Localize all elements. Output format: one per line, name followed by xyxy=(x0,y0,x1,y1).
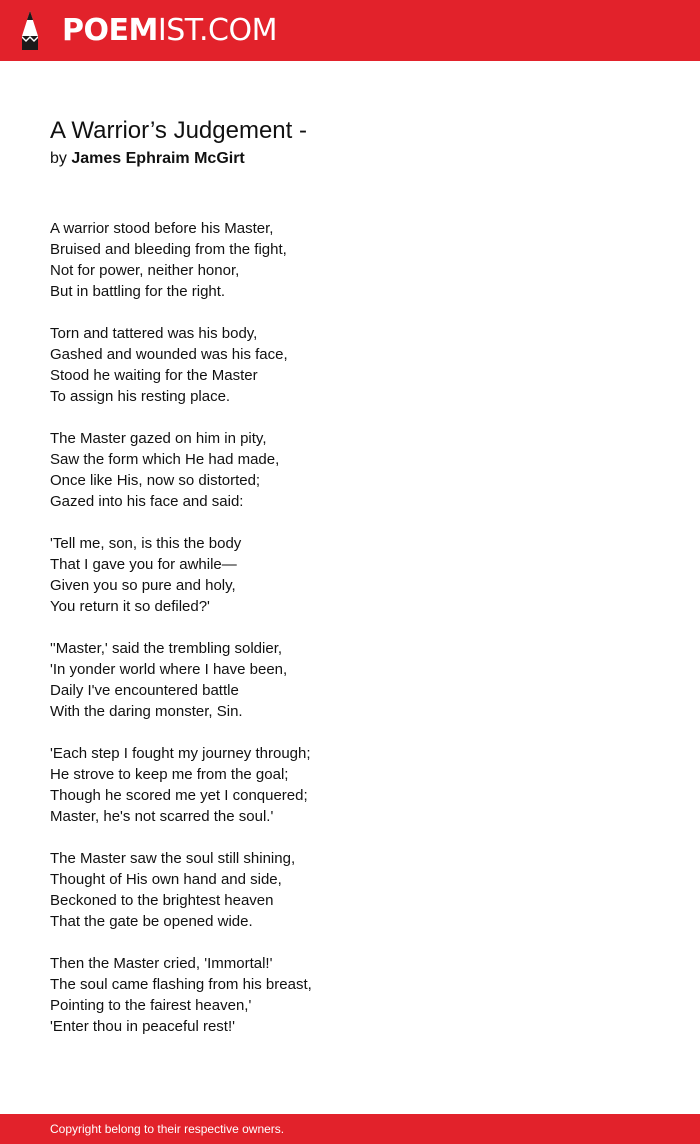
poem-line: But in battling for the right. xyxy=(50,283,226,300)
site-footer xyxy=(0,1114,700,1144)
poem-line: Given you so pure and holy, xyxy=(50,577,236,594)
poem-heading xyxy=(50,114,650,170)
poem-line: 'Each step I fought my journey through; xyxy=(50,745,311,762)
poem-stanza xyxy=(50,533,650,617)
poem-line: Once like His, now so distorted; xyxy=(50,472,261,489)
poem-line: You return it so defiled?' xyxy=(50,598,210,615)
poem-line: 'In yonder world where I have been, xyxy=(50,661,288,678)
poem-line: With the daring monster, Sin. xyxy=(50,703,243,720)
copyright-text: Copyright belong to their respective owners. xyxy=(50,1122,285,1136)
poem-line: Though he scored me yet I conquered; xyxy=(50,787,308,804)
poem-line: The Master gazed on him in pity, xyxy=(50,430,267,447)
poem-line: To assign his resting place. xyxy=(50,388,231,405)
poem-line: Saw the form which He had made, xyxy=(50,451,280,468)
poem-line: Thought of His own hand and side, xyxy=(50,871,282,888)
poem-stanza xyxy=(50,743,650,827)
poem-line: Bruised and bleeding from the fight, xyxy=(50,241,287,258)
poem-line: Beckoned to the brightest heaven xyxy=(50,892,274,909)
poem-line: Gazed into his face and said: xyxy=(50,493,244,510)
poem-line: 'Tell me, son, is this the body xyxy=(50,535,242,552)
poem-line: A warrior stood before his Master, xyxy=(50,220,274,237)
poem-line: Then the Master cried, 'Immortal!' xyxy=(50,955,273,972)
poem-line: He strove to keep me from the goal; xyxy=(50,766,289,783)
poem-line: Stood he waiting for the Master xyxy=(50,367,258,384)
poem-title: A Warrior’s Judgement - xyxy=(50,117,307,144)
site-logo-text xyxy=(62,13,277,48)
poem-line: Daily I've encountered battle xyxy=(50,682,239,699)
poem-body xyxy=(50,218,650,1058)
byline-prefix: by xyxy=(50,150,67,167)
poem-stanza xyxy=(50,323,650,407)
poem-line: The soul came flashing from his breast, xyxy=(50,976,312,993)
poem-line: Pointing to the fairest heaven,' xyxy=(50,997,252,1014)
poem-line: The Master saw the soul still shining, xyxy=(50,850,296,867)
poem-line: That I gave you for awhile— xyxy=(50,556,237,573)
poem-stanza xyxy=(50,428,650,512)
poem-line: ''Master,' said the trembling soldier, xyxy=(50,640,283,657)
logo-bold-text: POEM xyxy=(62,13,158,48)
poem-line: 'Enter thou in peaceful rest!' xyxy=(50,1018,236,1035)
logo-light-text: IST.COM xyxy=(157,13,277,48)
author-name: James Ephraim McGirt xyxy=(71,150,245,167)
poem-line: Gashed and wounded was his face, xyxy=(50,346,288,363)
poem-line: That the gate be opened wide. xyxy=(50,913,253,930)
poem-stanza xyxy=(50,218,650,302)
poem-line: Torn and tattered was his body, xyxy=(50,325,258,342)
poem-stanza xyxy=(50,848,650,932)
site-header xyxy=(0,0,700,61)
poem-byline xyxy=(50,148,650,170)
site-logo-link[interactable] xyxy=(18,10,277,52)
poem-line: Master, he's not scarred the soul.' xyxy=(50,808,274,825)
pencil-logo-icon xyxy=(18,10,42,52)
poem-line: Not for power, neither honor, xyxy=(50,262,240,279)
poem-stanza xyxy=(50,953,650,1037)
poem-stanza xyxy=(50,638,650,722)
